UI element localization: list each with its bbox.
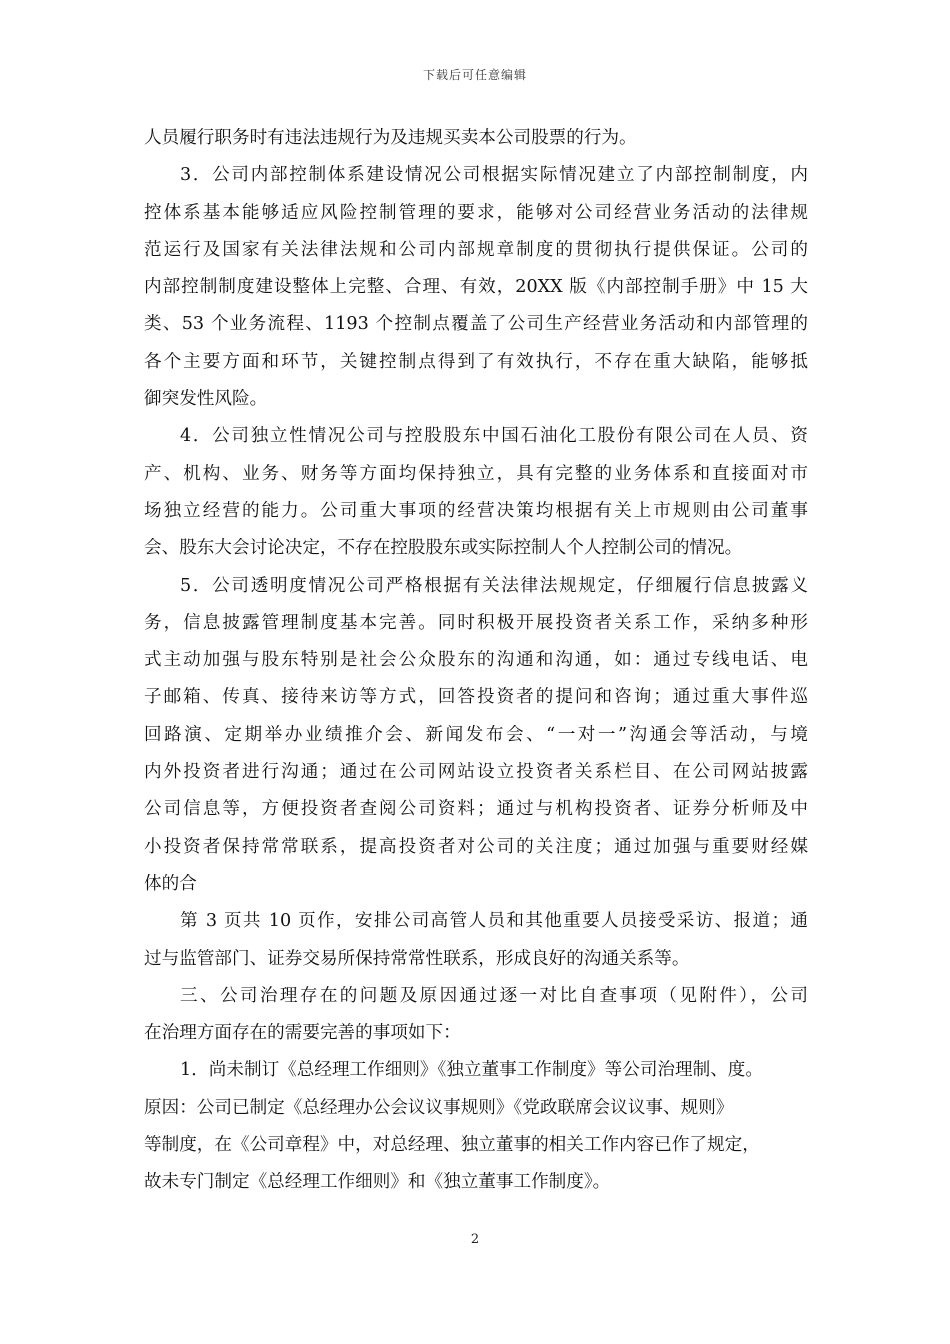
text-line: 人员履行职务时有违法违规行为及违规买卖本公司股票的行为。 xyxy=(144,128,637,148)
text-line: 体的合 xyxy=(144,873,197,894)
text-line: 公司信息等，方便投资者查阅公司资料；通过与机构投资者、证券分析师及中 xyxy=(144,799,808,820)
text-line: 内外投资者进行沟通；通过在公司网站设立投资者关系栏目、在公司网站披露 xyxy=(144,762,808,783)
text-line: 三、公司治理存在的问题及原因通过逐一对比自查事项（见附件），公司 xyxy=(180,985,808,1006)
text-line: 5．公司透明度情况公司严格根据有关法律法规规定，仔细履行信息披露义 xyxy=(180,575,808,596)
text-line: 控体系基本能够适应风险控制管理的要求，能够对公司经营业务活动的法律规 xyxy=(144,202,808,223)
text-line: 故未专门制定《总经理工作细则》和《独立董事工作制度》。 xyxy=(144,1172,611,1193)
text-line: 范运行及国家有关法律法规和公司内部规章制度的贯彻执行提供保证。公司的 xyxy=(144,239,808,260)
text-line: 产、机构、业务、财务等方面均保持独立，具有完整的业务体系和直接面对市 xyxy=(144,463,808,484)
text-line: 类、53 个业务流程、1193 个控制点覆盖了公司生产经营业务活动和内部管理的 xyxy=(144,314,808,335)
text-line: 3．公司内部控制体系建设情况公司根据实际情况建立了内部控制制度，内 xyxy=(180,165,808,186)
text-line: 回路演、定期举办业绩推介会、新闻发布会、“一对一”沟通会等活动，与境 xyxy=(144,724,808,745)
document-body xyxy=(144,120,808,1202)
text-line: 原因：公司已制定《总经理办公会议议事规则》《党政联席会议议事、规则》 xyxy=(144,1097,734,1118)
text-line: 会、股东大会讨论决定，不存在控股股东或实际控制人个人控制公司的情况。 xyxy=(144,538,743,559)
text-line: 子邮箱、传真、接待来访等方式，回答投资者的提问和咨询；通过重大事件巡 xyxy=(144,687,808,708)
text-line: 务，信息披露管理制度基本完善。同时积极开展投资者关系工作，采纳多种形 xyxy=(144,612,808,633)
text-line: 第 3 页共 10 页作，安排公司高管人员和其他重要人员接受采访、报道；通 xyxy=(180,911,808,932)
text-line: 式主动加强与股东特别是社会公众股东的沟通和沟通，如：通过专线电话、电 xyxy=(144,650,808,671)
text-line: 御突发性风险。 xyxy=(144,389,268,410)
text-line: 内部控制制度建设整体上完整、合理、有效，20XX 版《内部控制手册》中 15 大 xyxy=(144,277,808,298)
text-line: 小投资者保持常常联系，提高投资者对公司的关注度；通过加强与重要财经媒 xyxy=(144,836,808,857)
text-line: 过与监管部门、证券交易所保持常常性联系，形成良好的沟通关系等。 xyxy=(144,948,690,969)
page-header: 下载后可任意编辑 xyxy=(422,68,527,82)
text-line: 等制度，在《公司章程》中，对总经理、独立董事的相关工作内容已作了规定， xyxy=(144,1135,760,1156)
page-number: 2 xyxy=(470,1232,480,1247)
text-line: 各个主要方面和环节，关键控制点得到了有效执行，不存在重大缺陷，能够抵 xyxy=(144,351,808,372)
text-line: 场独立经营的能力。公司重大事项的经营决策均根据有关上市规则由公司董事 xyxy=(144,500,808,521)
text-line: 4．公司独立性情况公司与控股股东中国石油化工股份有限公司在人员、资 xyxy=(180,426,808,447)
text-line: 在治理方面存在的需要完善的事项如下： xyxy=(144,1023,461,1044)
text-line: 1．尚未制订《总经理工作细则》《独立董事工作制度》等公司治理制、度。 xyxy=(180,1060,763,1081)
